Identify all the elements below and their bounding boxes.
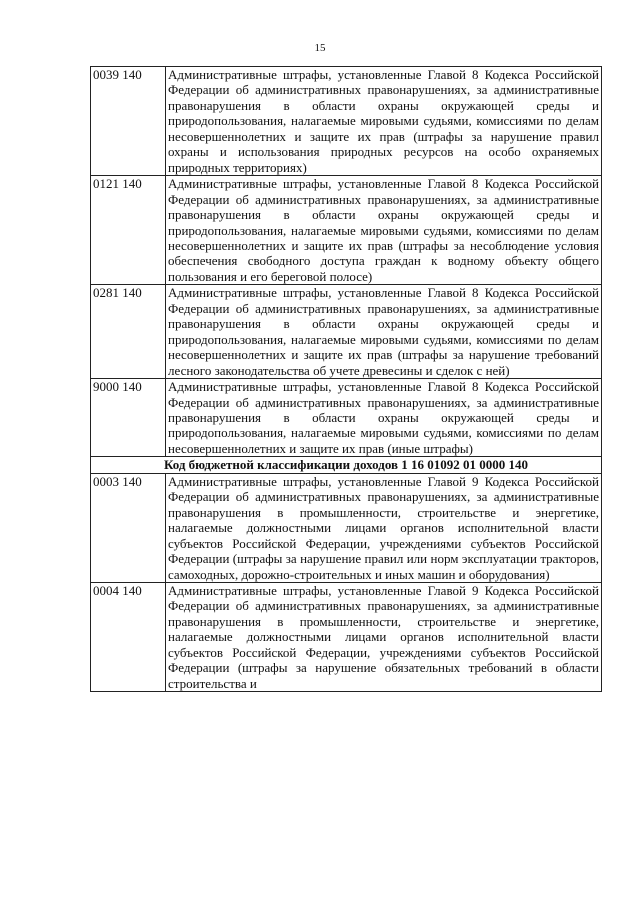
budget-codes-table xyxy=(90,66,602,692)
section-heading: Код бюджетной классификации доходов 1 16 01092 01 0000 140 xyxy=(91,457,602,473)
row-description: Административные штрафы, установленные Главой 8 Кодекса Российской Федерации об административных правонарушениях, за административные правонарушения в области охраны окружающей среды и природопользования, налагаемые мировыми судьями, комиссиями по делам несовершеннолетних и защите их прав (штрафы за нарушение требований лесного законодательства об учете древесины и сделок с ней) xyxy=(166,285,602,379)
row-description: Административные штрафы, установленные Главой 9 Кодекса Российской Федерации об административных правонарушениях, за административные правонарушения в промышленности, строительстве и энергетике, налагаемые должностными лицами органов исполнительной власти субъектов Российской Федерации, учреждениями субъектов Российской Федерации (штрафы за нарушение обязательных требований в области строительства и xyxy=(166,582,602,691)
table-row xyxy=(91,473,602,582)
table-row xyxy=(91,379,602,457)
row-code: 0121 140 xyxy=(91,176,166,285)
row-description: Административные штрафы, установленные Главой 9 Кодекса Российской Федерации об административных правонарушениях, за административные правонарушения в промышленности, строительстве и энергетике, налагаемые должностными лицами органов исполнительной власти субъектов Российской Федерации, учреждениями субъектов Российской Федерации (штрафы за нарушение правил или норм эксплуатации тракторов, самоходных, дорожно-строительных и иных машин и оборудования) xyxy=(166,473,602,582)
section-header-row xyxy=(91,457,602,473)
row-description: Административные штрафы, установленные Главой 8 Кодекса Российской Федерации об административных правонарушениях, за административные правонарушения в области охраны окружающей среды и природопользования, налагаемые мировыми судьями, комиссиями по делам несовершеннолетних и защите их прав (штрафы за нарушение правил охраны и использования природных ресурсов на особо охраняемых природных территориях) xyxy=(166,67,602,176)
row-code: 0004 140 xyxy=(91,582,166,691)
table-body xyxy=(91,67,602,692)
page-number: 15 xyxy=(314,42,326,54)
row-code: 0039 140 xyxy=(91,67,166,176)
row-description: Административные штрафы, установленные Главой 8 Кодекса Российской Федерации об административных правонарушениях, за административные правонарушения в области охраны окружающей среды и природопользования, налагаемые мировыми судьями, комиссиями по делам несовершеннолетних и защите их прав (иные штрафы) xyxy=(166,379,602,457)
table-row xyxy=(91,67,602,176)
row-description: Административные штрафы, установленные Главой 8 Кодекса Российской Федерации об административных правонарушениях, за административные правонарушения в области охраны окружающей среды и природопользования, налагаемые мировыми судьями, комиссиями по делам несовершеннолетних и защите их прав (штрафы за несоблюдение условия обеспечения свободного доступа граждан к водному объекту общего пользования и его береговой полосе) xyxy=(166,176,602,285)
row-code: 9000 140 xyxy=(91,379,166,457)
table-row xyxy=(91,582,602,691)
table-row xyxy=(91,176,602,285)
row-code: 0281 140 xyxy=(91,285,166,379)
row-code: 0003 140 xyxy=(91,473,166,582)
table-row xyxy=(91,285,602,379)
